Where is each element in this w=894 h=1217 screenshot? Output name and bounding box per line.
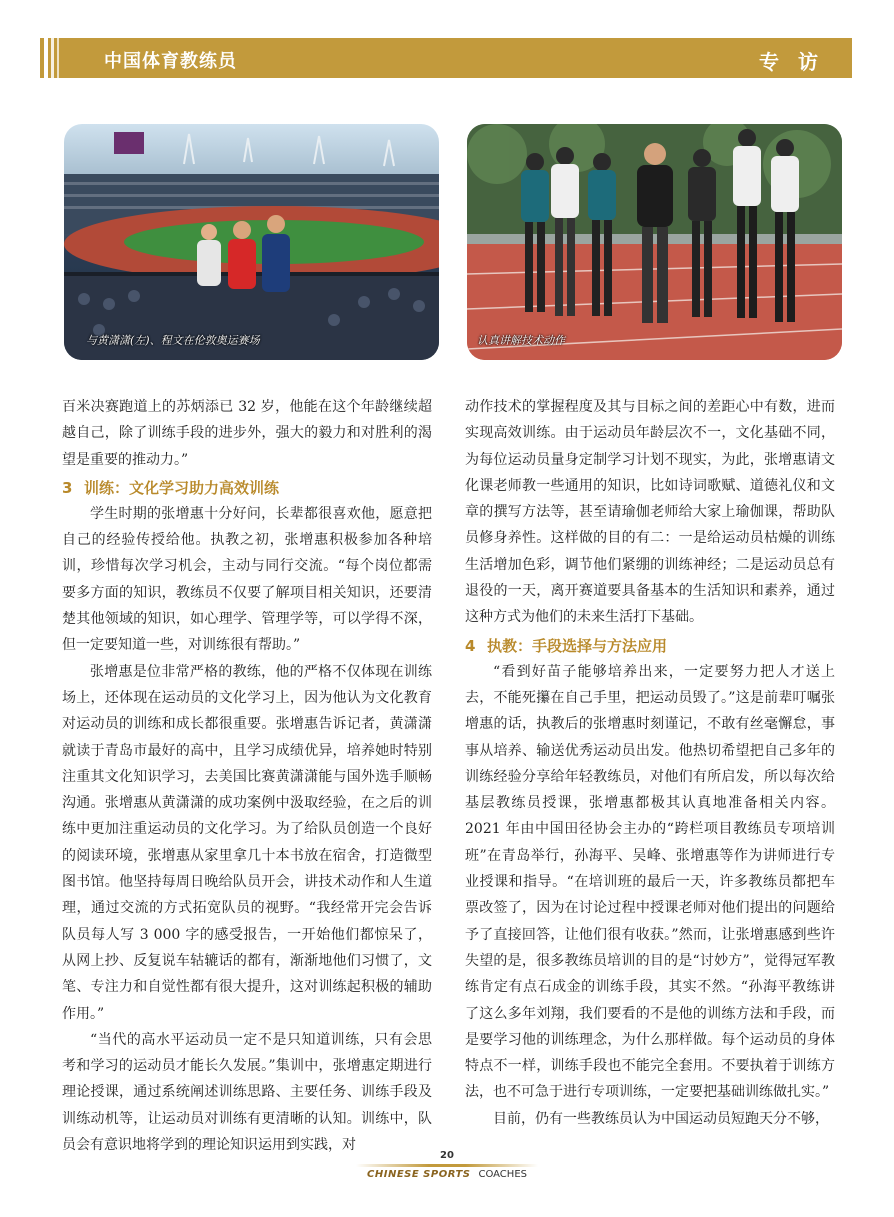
photo-caption: 认真讲解技术动作 [477, 334, 565, 347]
section-heading [465, 633, 835, 659]
photo-caption: 与黄潇潇(左)、程文在伦敦奥运赛场 [86, 334, 260, 347]
right-column [465, 394, 835, 1132]
section-number: 3 [62, 478, 73, 497]
page-footer [0, 1150, 894, 1180]
stadium-photo [64, 124, 439, 360]
header-stripes-decoration [40, 38, 82, 78]
left-column [62, 394, 432, 1158]
section-title: 执教：手段选择与方法应用 [487, 636, 668, 655]
paragraph: 百米决赛跑道上的苏炳添已 32 岁，他能在这个年龄继续超越自己，除了训练手段的进步外，强大的毅力和对胜利的渴望是重要的推动力。” [62, 399, 432, 468]
page-number: 20 [440, 1150, 454, 1161]
footer-brand [0, 1169, 894, 1180]
section-number: 4 [465, 636, 476, 655]
paragraph: 学生时期的张增惠十分好问，长辈都很喜欢他，愿意把自己的经验传授给他。执教之初，张增惠积极参加各种培训，珍惜每次学习机会，主动与同行交流。“每个岗位都需要多方面的知识，教练员不仅要了解项目相关知识，还要清楚其他领域的知识，如心理学、管理学等，可以学得不深，但一定要知道一些，对训练很有帮助。” [62, 505, 432, 654]
footer-divider [356, 1164, 538, 1167]
section-title: 训练：文化学习助力高效训练 [84, 478, 280, 497]
section-label: 专 访 [759, 50, 824, 74]
section-heading [62, 475, 432, 501]
page-header [40, 38, 852, 78]
brand-sub: COACHES [478, 1169, 527, 1180]
brand-main: CHINESE SPORTS [367, 1169, 471, 1180]
magazine-title: 中国体育教练员 [104, 51, 237, 72]
paragraph: “看到好苗子能够培养出来，一定要努力把人才送上去，不能死攥在自己手里，把运动员毁了。”这是前辈叮嘱张增惠的话，执教后的张增惠时刻谨记，不敢有丝毫懈怠，事事从培养、输送优秀运动员出发。他热切希望把自己多年的训练经验分享给年轻教练员，对他们有所启发，所以每次给基层教练员授课，张增惠都极其认真地准备相关内容。2021 年由中国田径协会主办的“跨栏项目教练员专项培训班”在青岛举行，孙海平、吴峰、张增惠等作为讲师进行专业授课和指导。“在培训班的最后一天，许多教练员都把车票改签了，因为在讨论过程中授课老师对他们提出的问题给予了直接回答，让他们很有收获。”然而，让张增惠感到些许失望的是，很多教练员培训的目的是“讨妙方”，觉得冠军教练肯定有点石成金的训练手段，其实不然。“孙海平教练讲了这么多年刘翔，我们要看的不是他的训练方法和手段，而是要学习他的训练理念，为什么那样做。每个运动员的身体特点不一样，训练手段也不能完全套用。不要执着于训练方法，也不可急于进行专项训练，一定要把基础训练做扎实。” [465, 663, 835, 1101]
paragraph: 张增惠是位非常严格的教练，他的严格不仅体现在训练场上，还体现在运动员的文化学习上，因为他认为文化教育对运动员的训练和成长都很重要。张增惠告诉记者，黄潇潇就读于青岛市最好的高中，且学习成绩优异，培养她时特别注重其文化知识学习，去美国比赛黄潇潇能与国外选手顺畅沟通。张增惠从黄潇潇的成功案例中汲取经验，在之后的训练中更加注重运动员的文化学习。为了给队员创造一个良好的阅读环境，张增惠从家里拿几十本书放在宿舍，打造微型图书馆。他坚持每周日晚给队员开会，讲技术动作和人生道理，通过交流的方式拓宽队员的视野。“我经常开完会告诉队员每人写 3 000 字的感受报告，一开始他们都惊呆了，从网上抄、反复说车轱辘话的都有，渐渐地他们习惯了，文笔、专注力和自觉性都有很大提升，这对训练起积极的辅助作用。” [62, 663, 432, 1022]
paragraph: “当代的高水平运动员一定不是只知道训练，只有会思考和学习的运动员才能长久发展。”集训中，张增惠定期进行理论授课，通过系统阐述训练思路、主要任务、训练手段及训练动机等，让运动员对训练有更清晰的认知。训练中，队员会有意识地将学到的理论知识运用到实践，对 [62, 1031, 432, 1154]
paragraph: 动作技术的掌握程度及其与目标之间的差距心中有数，进而实现高效训练。由于运动员年龄层次不一，文化基础不同，为每位运动员量身定制学习计划不现实，为此，张增惠请文化课老师教一些通用的知识，比如诗词歌赋、道德礼仪和文章的撰写方法等，甚至请瑜伽老师给大家上瑜伽课，帮助队员修身养性。这样做的目的有二：一是给运动员枯燥的训练生活增加色彩，调节他们紧绷的训练神经；二是运动员总有退役的一天，离开赛道要具备基本的生活知识和素养，通过这种方式为他们的未来生活打下基础。 [465, 399, 835, 626]
team-photo [467, 124, 842, 360]
paragraph: 目前，仍有一些教练员认为中国运动员短跑天分不够， [493, 1110, 829, 1127]
